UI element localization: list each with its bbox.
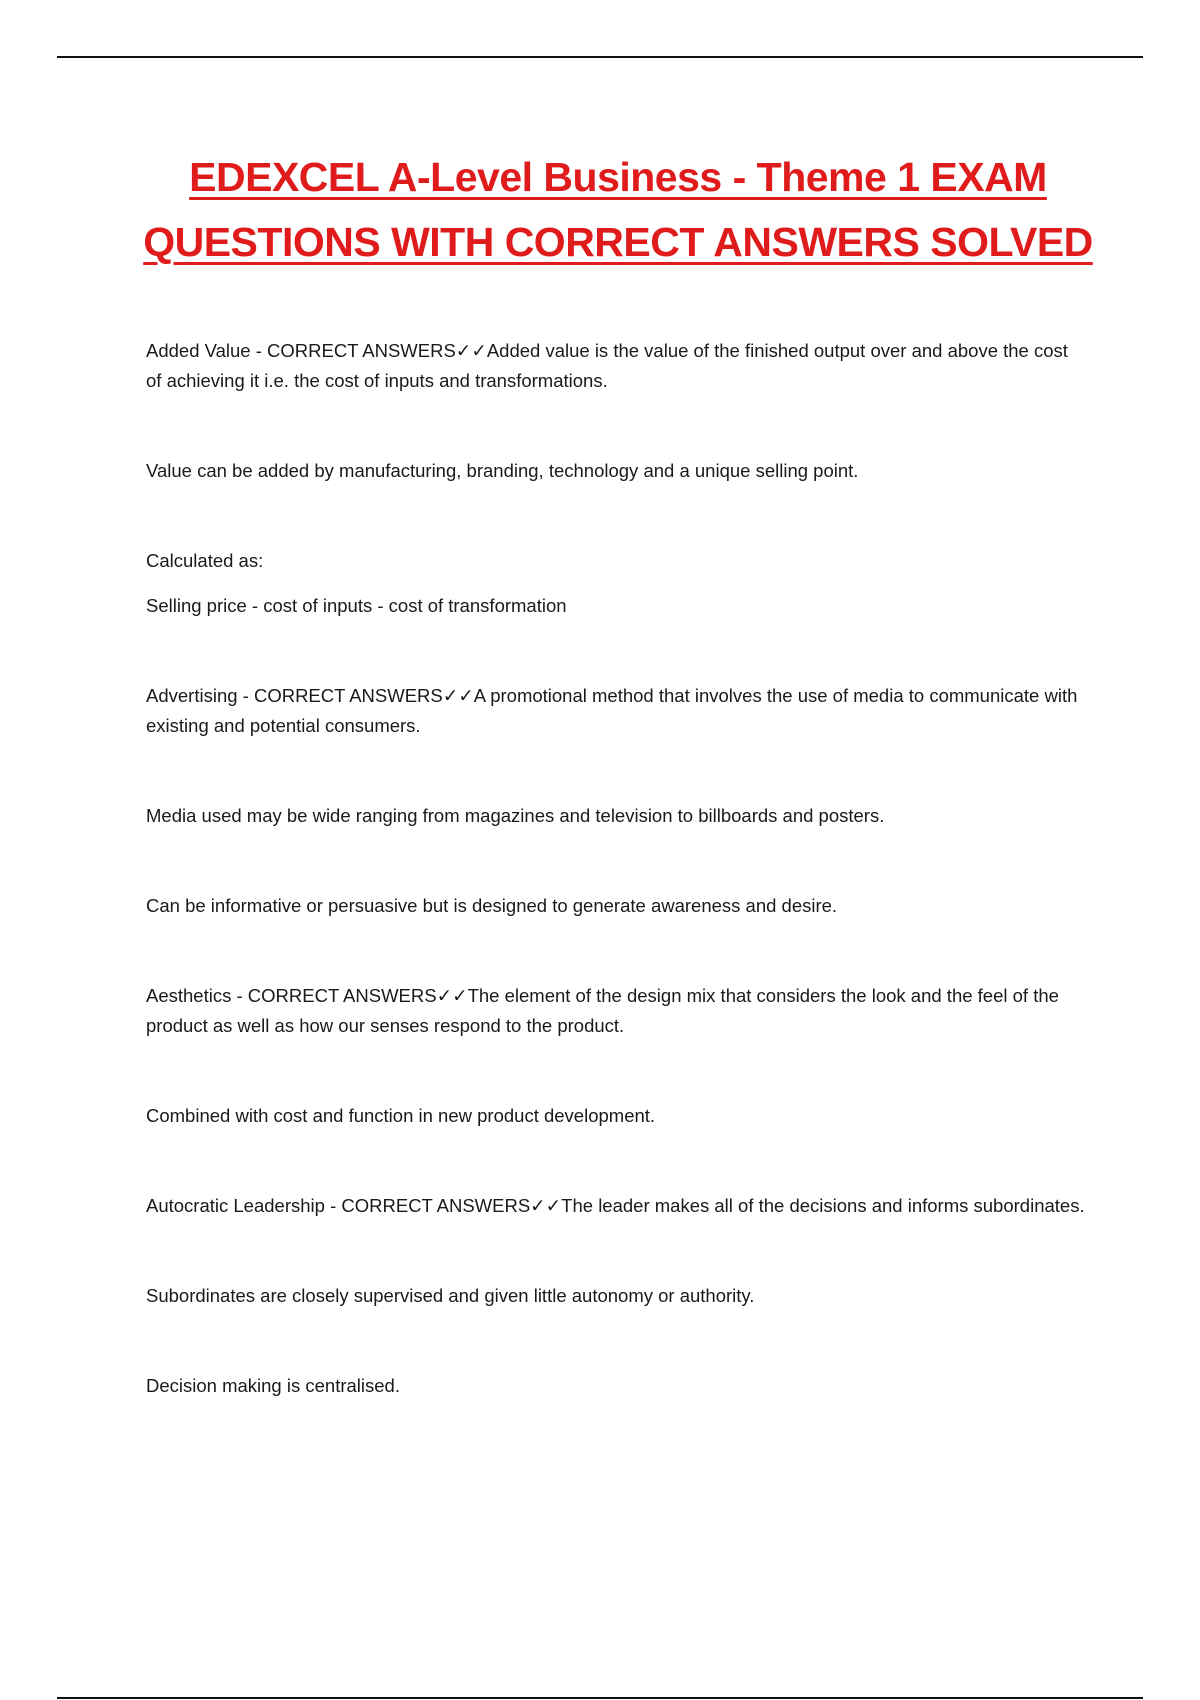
paragraph-autocratic-leadership: Autocratic Leadership - CORRECT ANSWERS✓✓The leader makes all of the decisions and informs subordinates. (146, 1195, 1085, 1216)
document-title (0, 145, 1200, 275)
paragraph: Media used may be wide ranging from magazines and television to billboards and posters. (146, 805, 885, 826)
paragraph: Calculated as: (146, 550, 264, 571)
paragraph-aesthetics: Aesthetics - CORRECT ANSWERS✓✓The element of the design mix that considers the look and the feel of the product as well as how our senses respond to the product. (146, 985, 1059, 1036)
paragraph-advertising: Advertising - CORRECT ANSWERS✓✓A promotional method that involves the use of media to communicate with existing and potential consumers. (146, 685, 1078, 736)
footer-rule (57, 1697, 1143, 1699)
paragraph: Can be informative or persuasive but is designed to generate awareness and desire. (146, 895, 838, 916)
paragraph-added-value: Added Value - CORRECT ANSWERS✓✓Added value is the value of the finished output over and above the cost of achieving it i.e. the cost of inputs and transformations. (146, 340, 1068, 391)
title-line-1: EDEXCEL A-Level Business - Theme 1 EXAM (189, 154, 1047, 200)
paragraph: Selling price - cost of inputs - cost of transformation (146, 595, 567, 616)
paragraph: Value can be added by manufacturing, branding, technology and a unique selling point. (146, 460, 859, 481)
paragraph: Subordinates are closely supervised and given little autonomy or authority. (146, 1285, 755, 1306)
title-line-2: QUESTIONS WITH CORRECT ANSWERS SOLVED (143, 219, 1093, 265)
paragraph: Decision making is centralised. (146, 1375, 400, 1396)
header-rule (57, 56, 1143, 58)
paragraph: Combined with cost and function in new product development. (146, 1105, 656, 1126)
document-body (146, 336, 1086, 1401)
